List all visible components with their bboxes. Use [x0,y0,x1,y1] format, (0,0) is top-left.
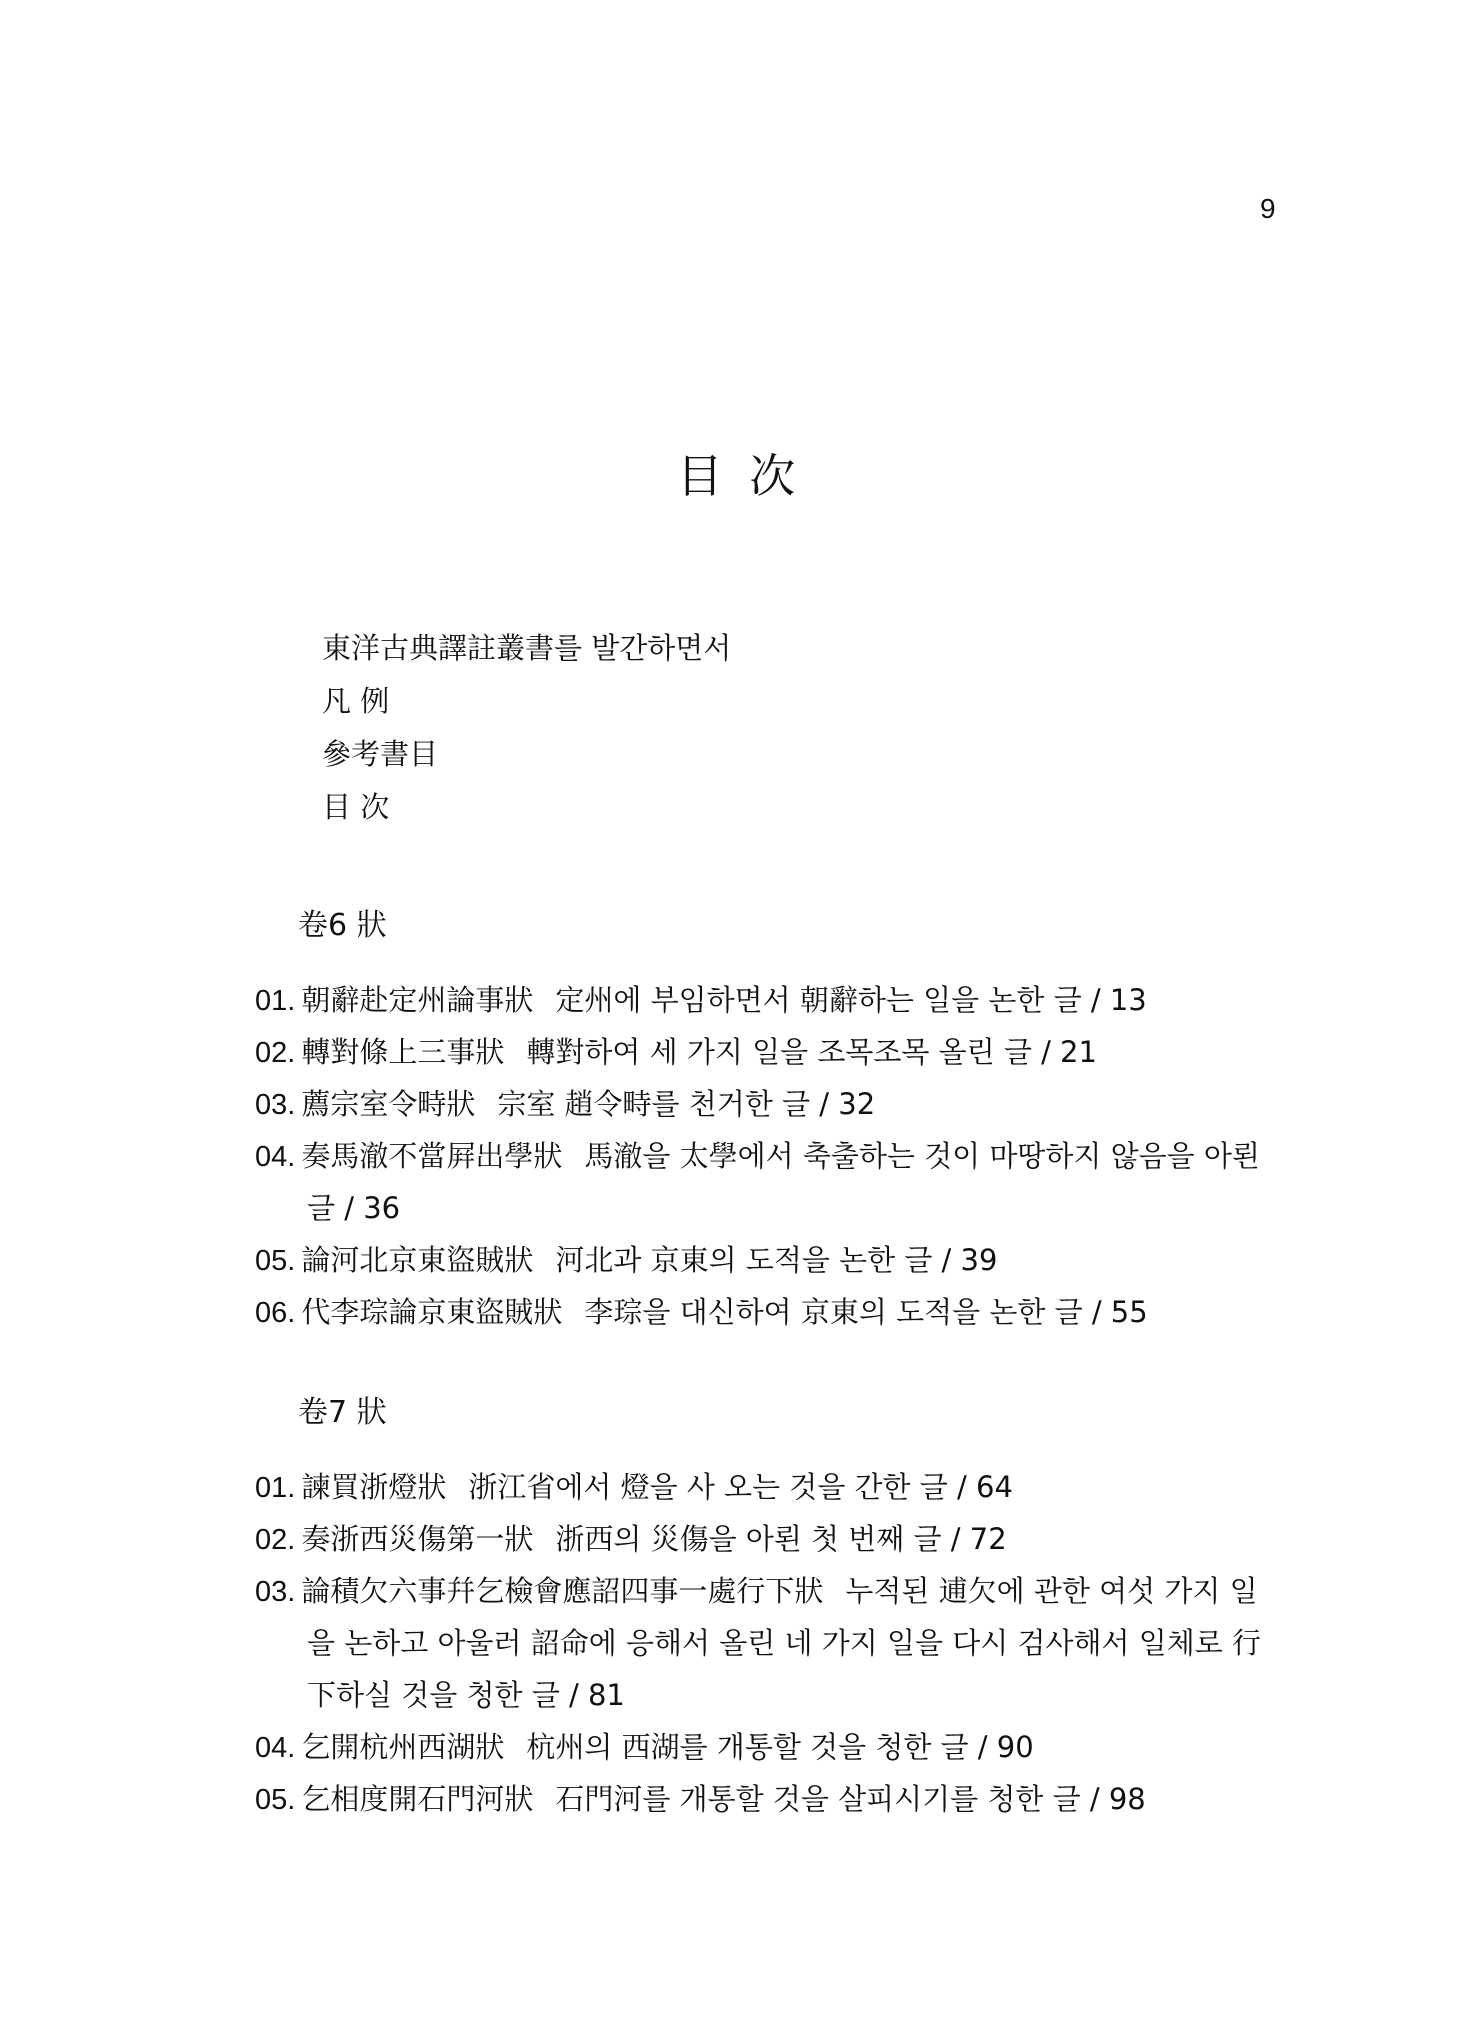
entry-number: 01. [255,985,296,1017]
toc-entry [255,1461,1261,1513]
entry-title: 乞相度開石門河狀 [301,1782,534,1816]
entry-title: 奏浙西災傷第一狀 [301,1522,534,1556]
toc-section [255,1393,1261,1825]
entry-text: 宗室 趙令畤를 천거한 글 / 32 [497,1087,876,1121]
toc-entry [255,1078,1260,1130]
toc-entry [255,1721,1261,1773]
entry-number: 02. [255,1524,296,1556]
entry-text: 杭州의 西湖를 개통할 것을 청한 글 / 90 [526,1730,1034,1764]
entry-number: 06. [255,1297,296,1329]
entry-text: 李琮을 대신하여 京東의 도적을 논한 글 / 55 [584,1295,1148,1329]
entry-text: 河北과 京東의 도적을 논한 글 / 39 [555,1243,998,1277]
entry-number: 02. [255,1037,296,1069]
toc-section [255,906,1260,1338]
toc-entry [255,1773,1261,1825]
entry-number: 03. [255,1089,296,1121]
toc-entry [255,1026,1260,1078]
entry-title: 論積欠六事幷乞檢會應詔四事一處行下狀 [301,1574,824,1608]
toc-entry [255,1513,1261,1565]
entry-text: 石門河를 개통할 것을 살피시기를 청한 글 / 98 [555,1782,1146,1816]
section-heading: 卷6 狀 [298,908,387,943]
toc-list [255,974,1260,1338]
entry-text: 定州에 부임하면서 朝辭하는 일을 논한 글 / 13 [555,983,1147,1017]
entry-number: 05. [255,1245,296,1277]
entry-text: 下하실 것을 청한 글 / 81 [307,1678,625,1712]
entry-text: 浙江省에서 燈을 사 오는 것을 간한 글 / 64 [468,1470,1013,1504]
entry-title: 諫買浙燈狀 [301,1470,447,1504]
front-matter-item: 目 次 [322,790,390,824]
front-matter-item: 參考書目 [322,737,439,771]
entry-title: 轉對條上三事狀 [301,1035,505,1069]
entry-number: 03. [255,1576,296,1608]
entry-title: 論河北京東盜賊狀 [301,1243,534,1277]
entry-title: 奏馬澈不當屛出學狀 [301,1139,563,1173]
entry-text: 글 / 36 [307,1191,401,1225]
front-matter-list [322,622,731,834]
toc-entry [255,1234,1260,1286]
entry-text: 누적된 逋欠에 관한 여섯 가지 일 [845,1574,1258,1608]
front-matter-item: 凡 例 [322,684,390,718]
entry-text: 을 논하고 아울러 詔命에 응해서 올린 네 가지 일을 다시 검사해서 일체로 行 [307,1626,1261,1660]
entry-number: 04. [255,1141,296,1173]
entry-number: 01. [255,1472,296,1504]
page-title: 目 次 [676,449,802,503]
toc-entry [255,974,1260,1026]
entry-number: 05. [255,1784,296,1816]
entry-title: 朝辭赴定州論事狀 [301,983,534,1017]
toc-entry [255,1130,1260,1182]
entry-text: 馬澈을 太學에서 축출하는 것이 마땅하지 않음을 아뢴 [584,1139,1260,1173]
entry-title: 乞開杭州西湖狀 [301,1730,505,1764]
toc-entry-continuation [255,1617,1261,1669]
page-number: 9 [1260,193,1276,224]
toc-entry [255,1565,1261,1617]
entry-number: 04. [255,1732,296,1764]
entry-title: 薦宗室令畤狀 [301,1087,476,1121]
entry-title: 代李琮論京東盜賊狀 [301,1295,563,1329]
toc-entry [255,1286,1260,1338]
section-heading: 卷7 狀 [298,1395,387,1430]
entry-text: 浙西의 災傷을 아뢴 첫 번째 글 / 72 [555,1522,1007,1556]
toc-list [255,1461,1261,1825]
toc-entry-continuation [255,1182,1260,1234]
entry-text: 轉對하여 세 가지 일을 조목조목 올린 글 / 21 [526,1035,1097,1069]
toc-entry-continuation [255,1669,1261,1721]
front-matter-item: 東洋古典譯註叢書를 발간하면서 [322,631,732,665]
